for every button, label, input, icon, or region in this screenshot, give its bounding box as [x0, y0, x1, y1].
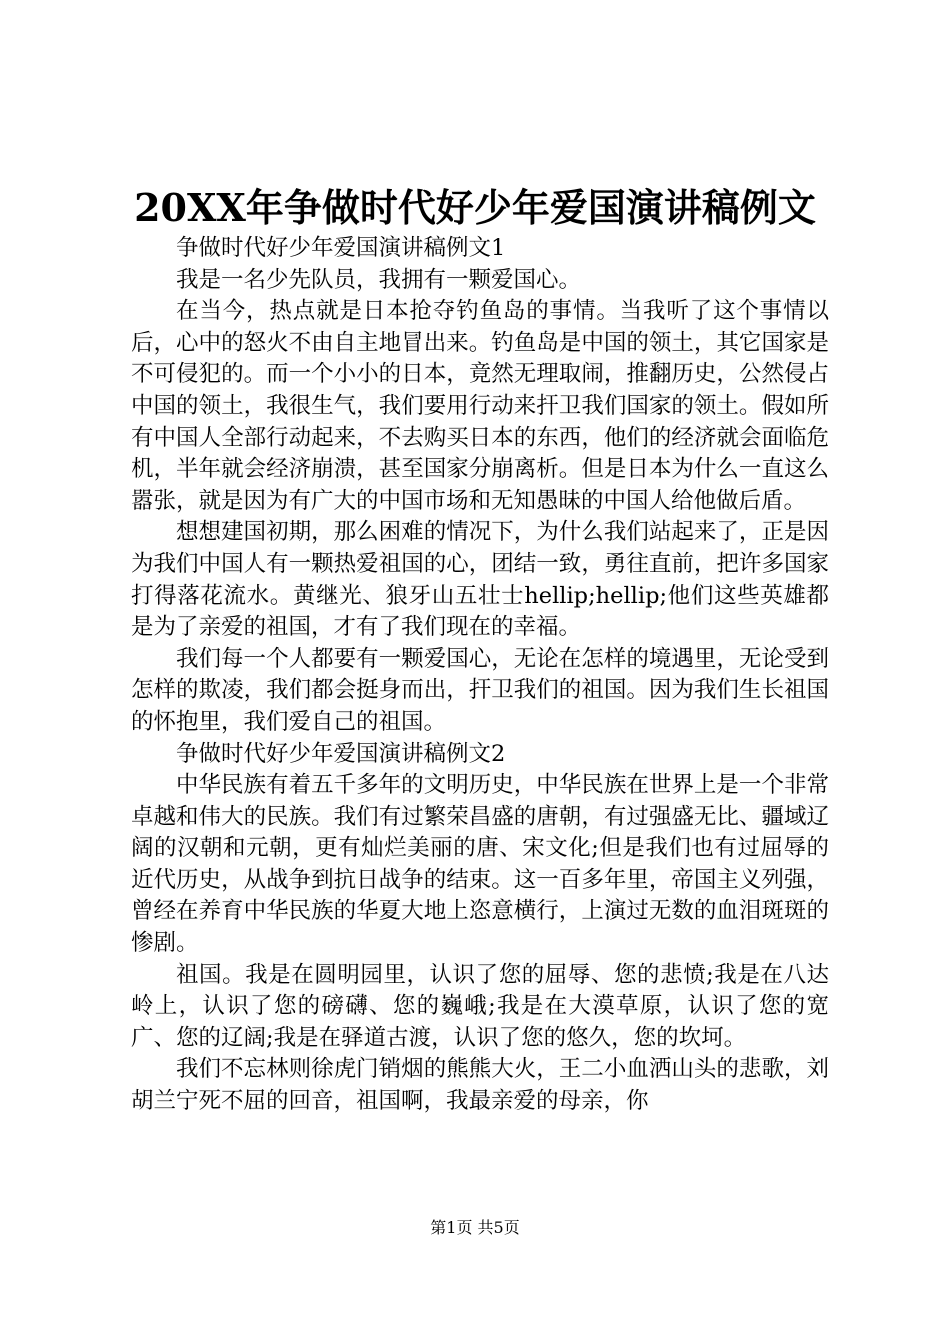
paragraph: 我们每一个人都要有一颗爱国心，无论在怎样的境遇里，无论受到怎样的欺凌，我们都会挺身而出，扞卫我们的祖国。因为我们生长祖国的怀抱里，我们爱自己的祖国。	[131, 645, 829, 735]
paragraph: 想想建国初期，那么困难的情况下，为什么我们站起来了，正是因为我们中国人有一颗热爱祖国的心，团结一致，勇往直前，把许多国家打得落花流水。黄继光、狼牙山五壮士hellip;hellip;他们这些英雄都是为了亲爱的祖国，才有了我们现在的幸福。	[131, 519, 829, 641]
page-footer: 第1页 共5页	[430, 1218, 520, 1237]
document-body	[131, 233, 829, 1118]
section-heading: 争做时代好少年爱国演讲稿例文2	[176, 740, 506, 767]
paragraph: 我是一名少先队员，我拥有一颗爱国心。	[176, 266, 582, 293]
paragraph: 在当今，热点就是日本抢夺钓鱼岛的事情。当我听了这个事情以后，心中的怒火不由自主地冒出来。钓鱼岛是中国的领土，其它国家是不可侵犯的。而一个小小的日本，竟然无理取闹，推翻历史，公然侵占中国的领土，我很生气，我们要用行动来扞卫我们国家的领土。假如所有中国人全部行动起来，不去购买日本的东西，他们的经济就会面临危机，半年就会经济崩溃，甚至国家分崩离析。但是日本为什么一直这么嚣张，就是因为有广大的中国市场和无知愚昧的中国人给他做后盾。	[131, 298, 829, 514]
paragraph: 祖国。我是在圆明园里，认识了您的屈辱、您的悲愤;我是在八达岭上，认识了您的磅礴、您的巍峨;我是在大漠草原，认识了您的宽广、您的辽阔;我是在驿道古渡，认识了您的悠久，您的坎坷。	[131, 961, 829, 1051]
section-heading: 争做时代好少年爱国演讲稿例文1	[176, 235, 506, 261]
document-title: 20XX年争做时代好少年爱国演讲稿例文	[134, 185, 816, 230]
paragraph: 我们不忘林则徐虎门销烟的熊熊大火，王二小血洒山头的悲歌，刘胡兰宁死不屈的回音，祖国啊，我最亲爱的母亲，你	[131, 1056, 829, 1115]
paragraph: 中华民族有着五千多年的文明历史，中华民族在世界上是一个非常卓越和伟大的民族。我们有过繁荣昌盛的唐朝，有过强盛无比、疆域辽阔的汉朝和元朝，更有灿烂美丽的唐、宋文化;但是我们也有过屈辱的近代历史，从战争到抗日战争的结束。这一百多年里，帝国主义列强，曾经在养育中华民族的华夏大地上恣意横行，上演过无数的血泪斑斑的惨剧。	[131, 772, 829, 957]
